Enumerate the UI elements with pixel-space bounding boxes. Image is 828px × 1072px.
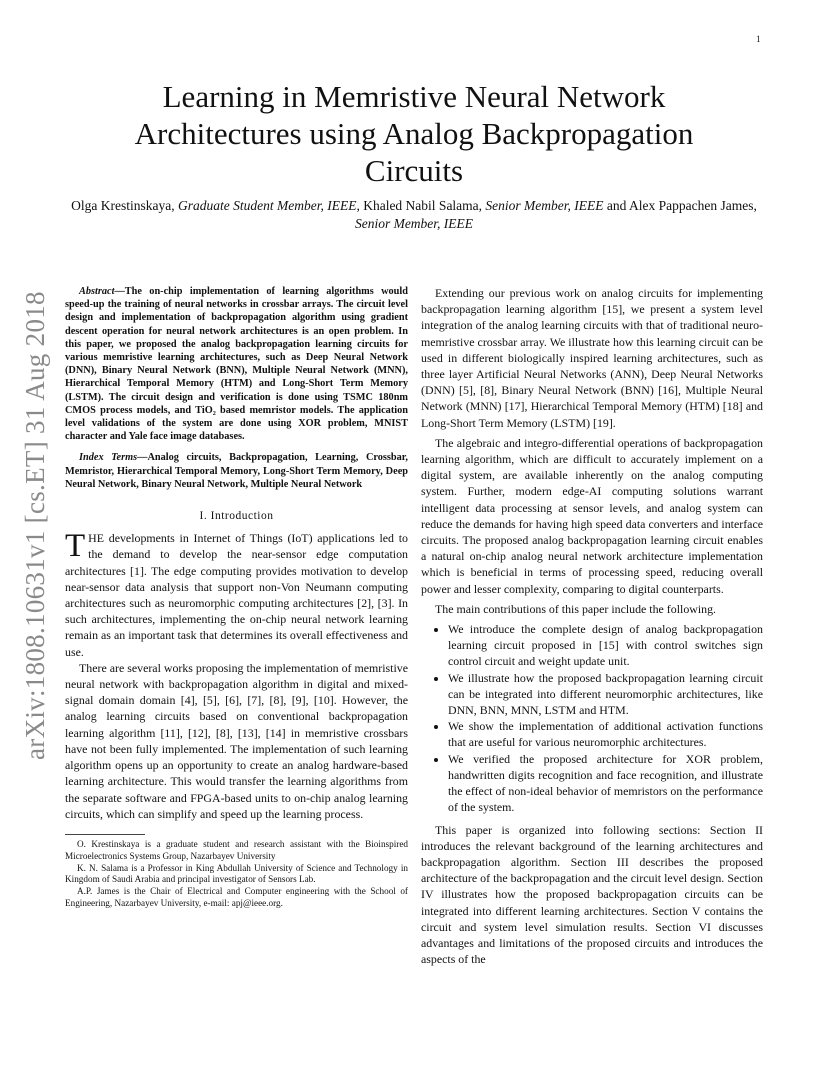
- section-heading-introduction: I. Introduction: [199, 510, 274, 523]
- author-2: Khaled Nabil Salama,: [359, 198, 486, 213]
- author-3: and Alex Pappachen James,: [603, 198, 757, 213]
- author-list: [68, 197, 760, 233]
- footnote-3: A.P. James is the Chair of Electrical and Computer engineering with the School of Engineering, Nazarbayev University, e-mail: apj@ieee.org.: [65, 886, 408, 908]
- right-paragraph-3: The main contributions of this paper include the following.: [435, 601, 717, 616]
- page-number: 1: [756, 34, 761, 44]
- left-column: [65, 285, 408, 910]
- abstract-label: Abstract: [79, 286, 115, 297]
- title-line-2: Architectures using Analog Backpropagation: [134, 116, 694, 151]
- right-paragraph-1: Extending our previous work on analog circuits for implementing backpropagation learning algorithm [15], we present a system level integration of the analog learning circuits with that of traditional neuro-memristive crossbar array. We illustrate how this learning circuit can be used in different biologically inspired learning architectures, such as three layer Artificial Neural Networks (ANN), Deep Neural Networks (DNN) [5], [8], Binary Neural Network (BNN) [16], Multiple Neural Network (MNN) [17], Hierarchical Temporal Memory (HTM) [18] and Long-Short Term Memory (LSTM) [19].: [421, 286, 763, 430]
- contribution-item: • We introduce the complete design of analog backpropagation learning circuit proposed in [15] with control switches sign control circuit and weight update unit.: [448, 621, 763, 670]
- intro-paragraph-1: [65, 530, 408, 660]
- title-line-3: Circuits: [364, 153, 464, 188]
- footnote-1: O. Krestinskaya is a graduate student and research assistant with the Bioinspired Microelectronics Systems Group, Nazarbayev University: [65, 838, 408, 861]
- arxiv-stamp: arXiv:1808.10631v1 [cs.ET] 31 Aug 2018: [20, 291, 50, 760]
- right-paragraph-2: The algebraic and integro-differential operations of backpropagation learning algorithm, which are difficult to accurately implement on a digital system, are available inherently on the analog computing system. Further, modern edge-AI computing solutions warrant intelligent data processing at sensor levels, and analog system can reduce the demands for having high speed data converters and interface circuits. The proposed analog backpropagation learning circuit enables a natural on-chip analog neural network architecture implementation which is beneficial in terms of processing speed, reducing overall power and lesser complexity, comparing to digital counterparts.: [421, 435, 763, 596]
- contribution-item: • We show the implementation of additional activation functions that are useful for various neuromorphic architectures.: [448, 718, 763, 750]
- author-2-role: Senior Member, IEEE: [485, 198, 604, 213]
- intro-paragraph-2: There are several works proposing the implementation of memristive neural network with backpropagation algorithm in digital and mixed-signal domain domain [4], [5], [6], [7], [8], [9], [10]. However, the analog learning circuits based on conventional backpropagation learning algorithm [11], [12], [8], [13], [14] in memristive crossbars have not been fully implemented. The implementation of such learning algorithm opens up an opportunity to create an analog hardware-based learning architecture. This would transfer the learning algorithms from the separate software and FPGA-based units to on-chip analog learning circuits, which can simplify and speed up the learning process.: [65, 660, 408, 821]
- footnote-2: K. N. Salama is a Professor in King Abdullah University of Science and Technology in Kingdom of Saudi Arabia and principal investigator of Sensors Lab.: [65, 862, 408, 885]
- author-1-role: Graduate Student Member, IEEE,: [177, 198, 360, 213]
- abstract-text: —The on-chip implementation of learning algorithms would speed-up the training of neural networks in crossbar arrays. The circuit level design and implementation of backpropagation algorithm using gradient descent operation for neural network architectures is an open problem. In this paper, we proposed the analog backpropagation learning circuits for various memristive learning architectures, such as Deep Neural Network (DNN), Binary Neural Network (BNN), Multiple Neural Network (MNN), Hierarchical Temporal Memory (HTM) and Long-Short Term Memory (LSTM). The circuit design and verification is done using TSMC 180nm CMOS process models, and TiO₂ based memristor models. The application level validations of the system are done using XOR problem, MNIST character and Yale face image databases.: [65, 286, 408, 443]
- right-column: [421, 285, 763, 967]
- author-3-role: Senior Member, IEEE: [354, 216, 474, 231]
- right-paragraph-4: This paper is organized into following sections: Section II introduces the relevant background of the learning architectures and backpropagation algorithm. Section III describes the proposed architecture of the backpropagation and the circuit level design. Section IV illustrates how the proposed backpropagation circuits can be integrated into different learning architectures. Section V contains the circuit and system level simulation results. Section VI discusses advantages and limitations of the proposed circuits and introduces the aspects of the: [421, 822, 763, 967]
- contribution-item: • We verified the proposed architecture for XOR problem, handwritten digits recognition and face recognition, and illustrate the effect of non-ideal behavior of memristors on the performance of the system.: [448, 751, 763, 816]
- index-terms: [65, 451, 408, 491]
- title-line-1: Learning in Memristive Neural Network: [162, 79, 666, 114]
- author-1: Olga Krestinskaya,: [71, 198, 178, 213]
- drop-cap: T: [65, 528, 86, 565]
- index-terms-label: Index Terms: [79, 452, 138, 464]
- footnote-rule: [65, 834, 145, 835]
- contributions-list: [421, 621, 763, 815]
- contribution-item: • We illustrate how the proposed backpropagation learning circuit can be integrated into different neuromorphic architectures, like DNN, BNN, MNN, LSTM and HTM.: [448, 670, 763, 719]
- index-terms-text: —Analog circuits, Backpropagation, Learning, Crossbar, Memristor, Hierarchical Temporal Memory, Long-Short Term Memory, Deep Neural Network, Binary Neural Network, Multiple Neural Network: [65, 452, 408, 490]
- paper-title: [88, 78, 740, 189]
- abstract: [65, 285, 408, 443]
- intro-paragraph-1-text: HE developments in Internet of Things (IoT) applications led to the demand to develop the near-sensor edge computation architectures [1]. The edge computing provides motivation to develop near-sensor data analysis that support non-Von Neumann computing architectures such as neuromorphic computing architectures [2], [3]. In such architectures, implementing the on-chip neural network learning remain as an important task that determines its overall effectiveness and use.: [65, 531, 408, 659]
